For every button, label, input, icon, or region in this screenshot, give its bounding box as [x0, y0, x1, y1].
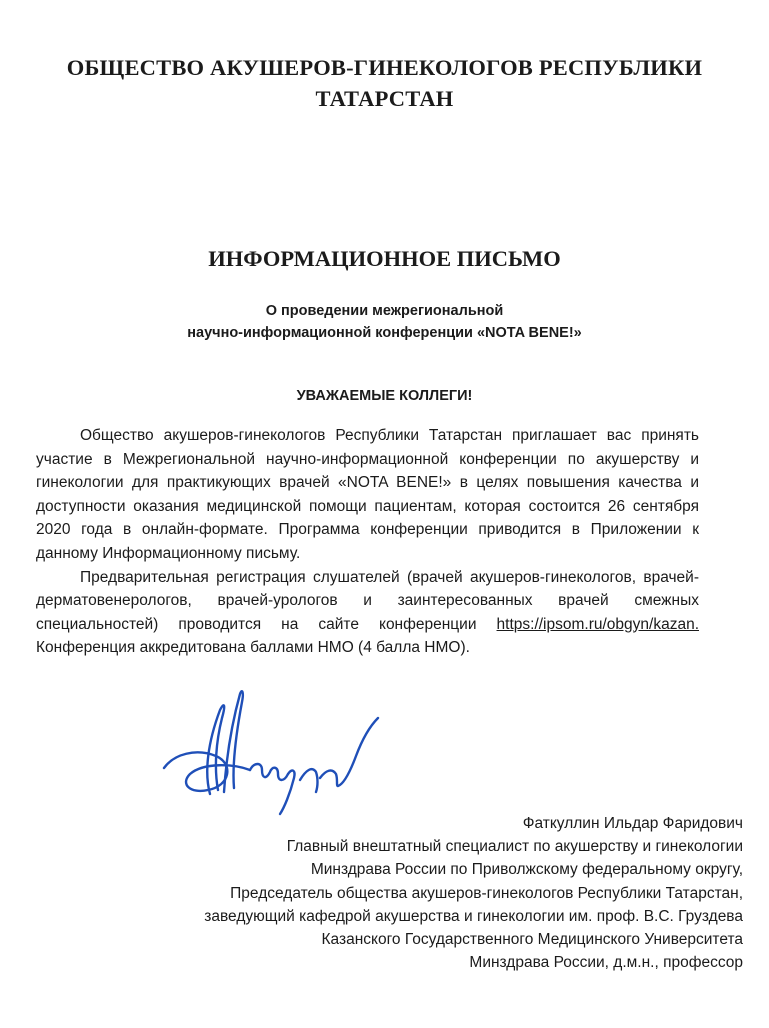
paragraph-wrapper [36, 424, 699, 660]
organization-title-line2: ТАТАРСТАН [315, 86, 454, 111]
paragraph2-accreditation: Конференция аккредитована баллами НМО (4 балла НМО). [36, 639, 470, 657]
subject-line2: научно-информационной конференции «NOTA BENE!» [187, 325, 582, 341]
letter-body [36, 424, 743, 660]
conference-website-link[interactable]: https://ipsom.ru/obgyn/kazan. [496, 615, 699, 633]
signer-title-line1: Главный внештатный специалист по акушерству и гинекологии [286, 838, 743, 856]
greeting: УВАЖАЕМЫЕ КОЛЛЕГИ! [296, 388, 473, 404]
organization-title-line1: ОБЩЕСТВО АКУШЕРОВ-ГИНЕКОЛОГОВ РЕСПУБЛИКИ [66, 55, 703, 80]
document-subject [30, 300, 739, 344]
subject-line1: О проведении межрегиональной [265, 303, 504, 319]
document-type-heading: ИНФОРМАЦИОННОЕ ПИСЬМО [208, 246, 561, 271]
signer-title-line5: Казанского Государственного Медицинского Университета [321, 931, 743, 949]
signer-title-line6: Минздрава России, д.м.н., профессор [469, 954, 743, 972]
body-paragraph-1: Общество акушеров-гинекологов Республики Татарстан приглашает вас принять участие в Межрегиональной научно-информационной конференции по акушерству и гинекологии для практикующих врачей «NOTA BENE!» в целях повышения качества и доступности оказания медицинской помощи пациентам, которая состоится 26 сентября 2020 года в онлайн-формате. Программа конференции приводится в Приложении к данному Информационному письму. [36, 427, 699, 562]
organization-title [30, 52, 739, 114]
signer-title-line2: Минздрава России по Приволжскому федеральному округу, [310, 861, 743, 879]
signer-title-line3: Председатель общества акушеров-гинекологов Республики Татарстан, [230, 884, 743, 902]
signer-title-line4: заведующий кафедрой акушерства и гинекологии им. проф. В.С. Груздева [204, 907, 743, 925]
signer-block [103, 812, 743, 974]
handwritten-signature-icon [150, 682, 390, 822]
signer-name: Фаткуллин Ильдар Фаридович [522, 815, 743, 832]
body-paragraph-2 [36, 566, 699, 660]
paragraph2-text: Предварительная регистрация слушателей (врачей акушеров-гинекологов, врачей-дерматовенерологов, врачей-урологов и заинтересованных врачей смежных специальностей) проводится на сайте конференции [36, 568, 699, 633]
